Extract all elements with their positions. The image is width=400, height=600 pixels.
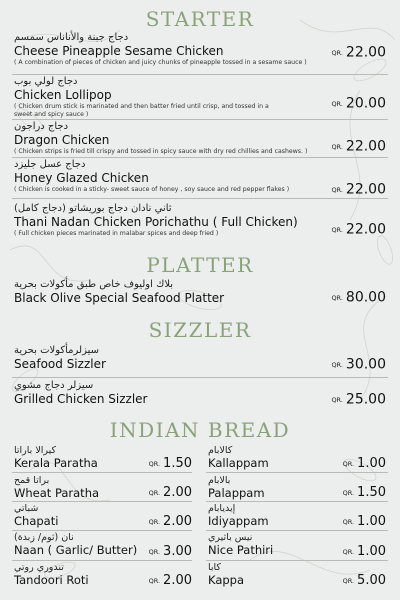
item-english-name: Palappam: [208, 486, 265, 500]
item-arabic-name: ثاني نادان دجاج بوريشاتو (دجاج كامل): [14, 203, 172, 214]
item-arabic-name: نان (ثوم/ زبدة): [14, 532, 74, 543]
divider: [12, 119, 388, 120]
item-price: QR. 5.00: [342, 573, 386, 588]
item-price: QR. 1.00: [342, 544, 386, 559]
item-english-name: Idiyappam: [208, 514, 269, 528]
divider: [206, 501, 388, 502]
section-title-platter: PLATTER: [146, 253, 254, 277]
divider: [12, 530, 192, 531]
section-title-indian-bread: INDIAN BREAD: [109, 418, 291, 442]
item-english-name: Seafood Sizzler: [14, 357, 106, 371]
menu-item-bread: [14, 503, 192, 528]
menu-item-sizzler: [14, 345, 386, 372]
item-price: QR. 22.00: [331, 181, 386, 198]
item-arabic-name: بالابام: [208, 475, 231, 486]
item-description: ( A combination of pieces of chicken and juicy chunks of pineapple tossed in a sesame sauce ): [14, 59, 307, 66]
menu-item-bread: [208, 503, 386, 528]
divider: [12, 377, 388, 378]
divider: [12, 74, 388, 75]
item-description: ( Chicken is cooked in a sticky- sweet sauce of honey , soy sauce and red pepper flakes ): [14, 186, 290, 193]
divider: [12, 157, 388, 158]
item-arabic-name: دجاج لولي بوب: [14, 76, 78, 87]
item-price: QR. 2.00: [148, 485, 192, 500]
item-description: ( Chicken drum stick is marinated and then batter fried until crisp, and tossed in a sweet and spicy sauce ): [14, 103, 269, 118]
item-english-name: Kerala Paratha: [14, 456, 98, 470]
item-english-name: Tandoori Roti: [14, 573, 89, 587]
item-english-name: Dragon Chicken: [14, 133, 110, 147]
item-description: ( Chicken strips is fried till crispy and tossed in spicy sauce with dry red chillies and cashews. ): [14, 148, 308, 155]
menu-item-starter: [14, 76, 386, 118]
item-price: QR. 1.50: [342, 485, 386, 500]
item-price: QR. 3.00: [148, 544, 192, 559]
item-price: QR. 22.00: [331, 138, 386, 155]
item-english-name: Kallappam: [208, 456, 269, 470]
menu-item-bread: [14, 562, 192, 587]
menu-item-bread: [208, 445, 386, 470]
item-price: QR. 2.00: [148, 514, 192, 529]
divider: [12, 501, 192, 502]
item-arabic-name: كالابام: [208, 445, 233, 456]
item-description: ( Full chicken pieces marinated in malabar spices and deep fried ): [14, 230, 219, 237]
divider: [206, 472, 388, 473]
menu-item-bread: [208, 532, 386, 557]
divider: [12, 198, 388, 199]
divider: [206, 560, 388, 561]
menu-item-bread: [14, 475, 192, 500]
divider: [206, 530, 388, 531]
item-price: QR. 1.00: [342, 456, 386, 471]
item-price: QR. 2.00: [148, 573, 192, 588]
item-arabic-name: نيس باثيري: [208, 532, 253, 543]
menu-item-bread: [14, 445, 192, 470]
menu-item-sizzler: [14, 380, 386, 407]
item-arabic-name: دجاج دراجون: [14, 121, 69, 132]
item-english-name: Chicken Lollipop: [14, 88, 112, 102]
item-price: QR. 25.00: [331, 391, 386, 408]
item-english-name: Nice Pathiri: [208, 543, 274, 557]
item-price: QR. 22.00: [331, 44, 386, 61]
item-price: QR. 80.00: [331, 289, 386, 306]
item-price: QR. 1.50: [148, 456, 192, 471]
item-arabic-name: دجاج عسل جليزد: [14, 159, 86, 170]
item-arabic-name: بلاك اوليوف خاص طبق مأكولات بحرية: [14, 279, 174, 290]
item-english-name: Kappa: [208, 573, 245, 587]
item-english-name: Grilled Chicken Sizzler: [14, 392, 148, 406]
section-title-sizzler: SIZZLER: [148, 318, 252, 342]
section-title-starter: STARTER: [145, 7, 255, 31]
item-english-name: Chapati: [14, 514, 59, 528]
item-english-name: Wheat Paratha: [14, 486, 100, 500]
menu-item-platter: [14, 279, 386, 306]
menu-item-bread: [14, 532, 192, 557]
item-arabic-name: سيزلر دجاج مشوي: [14, 380, 94, 391]
item-arabic-name: تندوري روتي: [14, 562, 64, 573]
item-arabic-name: كيرالا باراتا: [14, 445, 57, 456]
menu-item-starter: [14, 32, 386, 67]
menu-item-starter: [14, 121, 386, 156]
item-english-name: Honey Glazed Chicken: [14, 171, 149, 185]
menu-item-bread: [208, 562, 386, 587]
item-english-name: Black Olive Special Seafood Platter: [14, 291, 225, 305]
item-english-name: Thani Nadan Chicken Porichathu ( Full Chicken): [14, 215, 298, 229]
item-arabic-name: إيديابام: [208, 503, 236, 514]
divider: [12, 472, 192, 473]
item-arabic-name: براتا قمح: [14, 475, 50, 486]
item-price: QR. 22.00: [331, 221, 386, 238]
item-arabic-name: دجاج جبنة والأناناس سمسم: [14, 32, 129, 43]
menu-item-starter: [14, 203, 386, 238]
item-english-name: Cheese Pineapple Sesame Chicken: [14, 44, 224, 58]
menu-item-starter: [14, 159, 386, 198]
item-arabic-name: سيزلرمأكولات بحرية: [14, 345, 100, 356]
item-english-name: Naan ( Garlic/ Butter): [14, 543, 138, 557]
item-price: QR. 1.00: [342, 514, 386, 529]
menu-item-bread: [208, 475, 386, 500]
item-price: QR. 30.00: [331, 356, 386, 373]
item-arabic-name: كابا: [208, 562, 221, 573]
item-price: QR. 20.00: [331, 95, 386, 112]
divider: [12, 560, 192, 561]
item-arabic-name: شباتي: [14, 503, 39, 514]
